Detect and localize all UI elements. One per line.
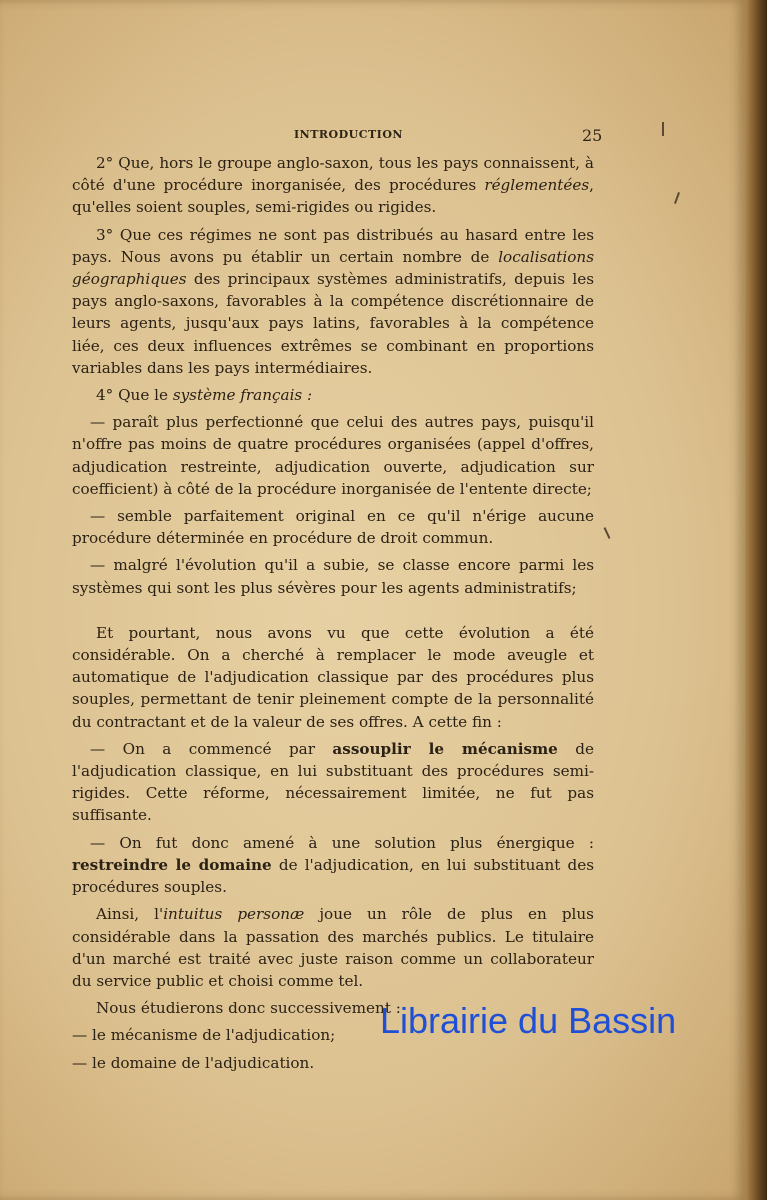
paragraph-pourtant: Et pourtant, nous avons vu que cette évolution a été considérable. On a cherché à remplacer le mode aveugle et automatique de l'adjudication classique par des procédures plus souples, permettant de tenir pleinement compte de la personnalité du contractant et de la valeur de ses offres. A cette fin : [72,623,594,731]
pencil-mark [674,192,680,204]
point-restreindre: — On fut donc amené à une solution plus énergique : restreindre le domaine de l'adjudication, en lui substituant des procédures souples. [72,833,594,897]
paragraph-2: 2° Que, hors le groupe anglo-saxon, tous les pays connaissent, à côté d'une procédure inorganisée, des procédures réglementées, qu'elles soient souples, semi-rigides ou rigides. [72,154,594,217]
point-assouplir: — On a commencé par assouplir le mécanisme de l'adjudication classique, en lui substituant des procédures semi-rigides. Cette réforme, nécessairement limitée, ne fut pas suffisante. [72,739,594,825]
point-severe: — malgré l'évolution qu'il a subie, se classe encore parmi les systèmes qui sont les plus sévères pour les agents administratifs; [72,556,594,597]
page-header [0,128,745,148]
point-original: — semble parfaitement original en ce qu'il n'érige aucune procédure déterminée en procédure de droit commun. [72,507,594,548]
paragraph-3: 3° Que ces régimes ne sont pas distribués au hasard entre les pays. Nous avons pu établir un certain nombre de localisations géographiques des principaux systèmes administratifs, depuis les pays anglo-saxons, favorables à la compétence discrétionnaire de leurs agents, jusqu'aux pays latins, favorables à la compétence liée, ces deux influences extrêmes se combinant en proportions variables dans les pays intermédiaires. [72,225,594,377]
body-text [72,152,594,1079]
paragraph-4: 4° Que le système français : [96,386,313,405]
pencil-mark [604,527,611,539]
pencil-mark [662,122,664,136]
paragraph-etudierons: Nous étudierons donc successivement : [96,999,401,1018]
running-title: INTRODUCTION [294,128,403,141]
book-edge [745,0,767,1200]
page-number: 25 [582,126,603,145]
point-perfectionne: — paraît plus perfectionné que celui des autres pays, puisqu'il n'offre pas moins de quatre procédures organisées (appel d'offres, adjudication restreinte, adjudication ouverte, adjudication sur coefficient) à côté de la procédure inorganisée de l'entente directe; [72,413,594,498]
list-item-domaine: — le domaine de l'adjudication. [72,1053,315,1072]
paragraph-ainsi: Ainsi, l'intuitus personæ joue un rôle de plus en plus considérable dans la passation des marchés publics. Le titulaire d'un marché est traité avec juste raison comme un collaborateur du service public et choisi comme tel. [72,905,594,990]
watermark: Librairie du Bassin [380,1000,677,1041]
list-item-mecanisme: — le mécanisme de l'adjudication; [72,1026,336,1045]
